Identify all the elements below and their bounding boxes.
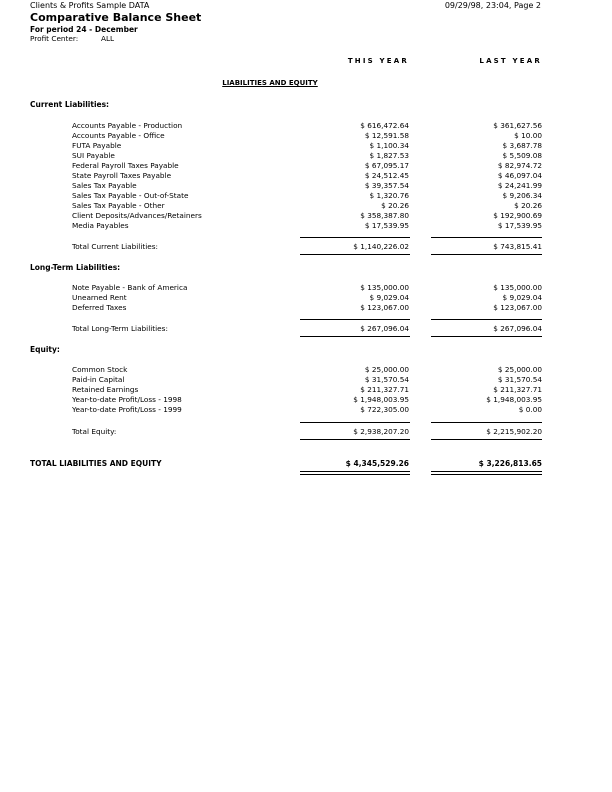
grand-total-label: TOTAL LIABILITIES AND EQUITY bbox=[30, 459, 162, 468]
long-term-liabilities-row-label: Unearned Rent bbox=[72, 293, 127, 302]
equity-row-label: Retained Earnings bbox=[72, 385, 139, 394]
equity-row-last-year: $ 211,327.71 bbox=[493, 385, 542, 394]
current-liabilities-row-label: State Payroll Taxes Payable bbox=[72, 171, 172, 180]
current-liabilities-row-this-year: $ 24,512.45 bbox=[364, 171, 409, 180]
grand-total-double-rule-2-last-year bbox=[431, 474, 542, 475]
long-term-liabilities-row-this-year: $ 135,000.00 bbox=[360, 283, 409, 292]
long-term-liabilities-subtotal-rule-last-year bbox=[431, 319, 542, 320]
long-term-liabilities-total-rule-last-year bbox=[431, 336, 542, 337]
current-liabilities-row-label: Accounts Payable - Office bbox=[72, 131, 165, 140]
current-liabilities-row-label: Sales Tax Payable bbox=[72, 181, 137, 190]
equity-row-this-year: $ 25,000.00 bbox=[364, 365, 409, 374]
current-liabilities-row-this-year: $ 1,320.76 bbox=[369, 191, 409, 200]
current-liabilities-row-this-year: $ 39,357.54 bbox=[364, 181, 409, 190]
grand-total-this-year: $ 4,345,529.26 bbox=[345, 459, 409, 468]
grand-total-double-rule-2-this-year bbox=[300, 474, 410, 475]
current-liabilities-row-last-year: $ 20.26 bbox=[514, 201, 542, 210]
long-term-liabilities-row-this-year: $ 9,029.04 bbox=[369, 293, 409, 302]
current-liabilities-total-rule-last-year bbox=[431, 254, 542, 255]
profit-center-value: ALL bbox=[101, 34, 115, 43]
report-datetime: 09/29/98, 23:04, Page 2 bbox=[444, 1, 541, 10]
long-term-liabilities-row-last-year: $ 123,067.00 bbox=[493, 303, 542, 312]
current-liabilities-total-label: Total Current Liabilities: bbox=[72, 242, 159, 251]
current-liabilities-row-this-year: $ 1,100.34 bbox=[369, 141, 409, 150]
profit-center-label: Profit Center: bbox=[30, 34, 79, 43]
equity-row-last-year: $ 25,000.00 bbox=[497, 365, 542, 374]
long-term-liabilities-row-label: Note Payable - Bank of America bbox=[72, 283, 188, 292]
current-liabilities-row-label: Accounts Payable - Production bbox=[72, 121, 183, 130]
equity-total-this-year: $ 2,938,207.20 bbox=[353, 427, 409, 436]
long-term-liabilities-section-title: Long-Term Liabilities: bbox=[30, 263, 121, 272]
equity-row-last-year: $ 0.00 bbox=[518, 405, 542, 414]
equity-row-last-year: $ 31,570.54 bbox=[497, 375, 542, 384]
equity-row-this-year: $ 31,570.54 bbox=[364, 375, 409, 384]
current-liabilities-subtotal-rule-last-year bbox=[431, 237, 542, 238]
current-liabilities-row-last-year: $ 82,974.72 bbox=[497, 161, 542, 170]
long-term-liabilities-total-rule-this-year bbox=[300, 336, 410, 337]
equity-subtotal-rule-last-year bbox=[431, 422, 542, 423]
equity-row-last-year: $ 1,948,003.95 bbox=[486, 395, 542, 404]
equity-row-this-year: $ 722,305.00 bbox=[360, 405, 409, 414]
column-header-last-year: LAST YEAR bbox=[479, 57, 542, 65]
current-liabilities-total-this-year: $ 1,140,226.02 bbox=[353, 242, 409, 251]
equity-row-label: Year-to-date Profit/Loss - 1998 bbox=[72, 395, 182, 404]
current-liabilities-total-last-year: $ 743,815.41 bbox=[493, 242, 542, 251]
equity-section-title: Equity: bbox=[30, 345, 60, 354]
current-liabilities-row-label: Client Deposits/Advances/Retainers bbox=[72, 211, 202, 220]
current-liabilities-row-label: Media Payables bbox=[72, 221, 129, 230]
equity-subtotal-rule-this-year bbox=[300, 422, 410, 423]
grand-total-double-rule-1-this-year bbox=[300, 471, 410, 472]
current-liabilities-row-last-year: $ 10.00 bbox=[514, 131, 542, 140]
company-name: Clients & Profits Sample DATA bbox=[30, 1, 150, 10]
section-heading-liabilities-equity: LIABILITIES AND EQUITY bbox=[222, 79, 318, 87]
long-term-liabilities-row-label: Deferred Taxes bbox=[72, 303, 127, 312]
report-period: For period 24 - December bbox=[30, 25, 138, 34]
long-term-liabilities-row-this-year: $ 123,067.00 bbox=[360, 303, 409, 312]
long-term-liabilities-subtotal-rule-this-year bbox=[300, 319, 410, 320]
current-liabilities-row-last-year: $ 192,900.69 bbox=[493, 211, 542, 220]
current-liabilities-row-label: Federal Payroll Taxes Payable bbox=[72, 161, 179, 170]
current-liabilities-section-title: Current Liabilities: bbox=[30, 100, 110, 109]
equity-row-this-year: $ 1,948,003.95 bbox=[353, 395, 409, 404]
current-liabilities-row-last-year: $ 9,206.34 bbox=[502, 191, 542, 200]
current-liabilities-row-last-year: $ 17,539.95 bbox=[497, 221, 542, 230]
long-term-liabilities-total-last-year: $ 267,096.04 bbox=[493, 324, 542, 333]
long-term-liabilities-total-this-year: $ 267,096.04 bbox=[360, 324, 409, 333]
long-term-liabilities-total-label: Total Long-Term Liabilities: bbox=[72, 324, 168, 333]
current-liabilities-row-this-year: $ 20.26 bbox=[381, 201, 409, 210]
current-liabilities-row-label: Sales Tax Payable - Out-of-State bbox=[72, 191, 189, 200]
equity-total-label: Total Equity: bbox=[72, 427, 117, 436]
equity-row-label: Common Stock bbox=[72, 365, 128, 374]
equity-row-this-year: $ 211,327.71 bbox=[360, 385, 409, 394]
current-liabilities-subtotal-rule-this-year bbox=[300, 237, 410, 238]
column-header-this-year: THIS YEAR bbox=[347, 57, 409, 65]
current-liabilities-row-this-year: $ 616,472.64 bbox=[360, 121, 409, 130]
equity-total-rule-this-year bbox=[300, 439, 410, 440]
long-term-liabilities-row-last-year: $ 9,029.04 bbox=[502, 293, 542, 302]
equity-row-label: Year-to-date Profit/Loss - 1999 bbox=[72, 405, 182, 414]
current-liabilities-row-last-year: $ 24,241.99 bbox=[497, 181, 542, 190]
equity-total-rule-last-year bbox=[431, 439, 542, 440]
equity-row-label: Paid-in Capital bbox=[72, 375, 125, 384]
current-liabilities-row-last-year: $ 3,687.78 bbox=[502, 141, 542, 150]
current-liabilities-row-this-year: $ 1,827.53 bbox=[369, 151, 409, 160]
current-liabilities-row-this-year: $ 67,095.17 bbox=[364, 161, 409, 170]
equity-total-last-year: $ 2,215,902.20 bbox=[486, 427, 542, 436]
report-title: Comparative Balance Sheet bbox=[30, 11, 202, 24]
long-term-liabilities-row-last-year: $ 135,000.00 bbox=[493, 283, 542, 292]
current-liabilities-row-last-year: $ 5,509.08 bbox=[502, 151, 542, 160]
current-liabilities-row-label: FUTA Payable bbox=[72, 141, 122, 150]
current-liabilities-row-last-year: $ 46,097.04 bbox=[497, 171, 542, 180]
current-liabilities-row-this-year: $ 358,387.80 bbox=[360, 211, 409, 220]
current-liabilities-row-this-year: $ 12,591.58 bbox=[364, 131, 409, 140]
current-liabilities-row-last-year: $ 361,627.56 bbox=[493, 121, 542, 130]
grand-total-double-rule-1-last-year bbox=[431, 471, 542, 472]
current-liabilities-total-rule-this-year bbox=[300, 254, 410, 255]
current-liabilities-row-this-year: $ 17,539.95 bbox=[364, 221, 409, 230]
current-liabilities-row-label: Sales Tax Payable - Other bbox=[72, 201, 165, 210]
current-liabilities-row-label: SUI Payable bbox=[72, 151, 115, 160]
grand-total-last-year: $ 3,226,813.65 bbox=[478, 459, 542, 468]
